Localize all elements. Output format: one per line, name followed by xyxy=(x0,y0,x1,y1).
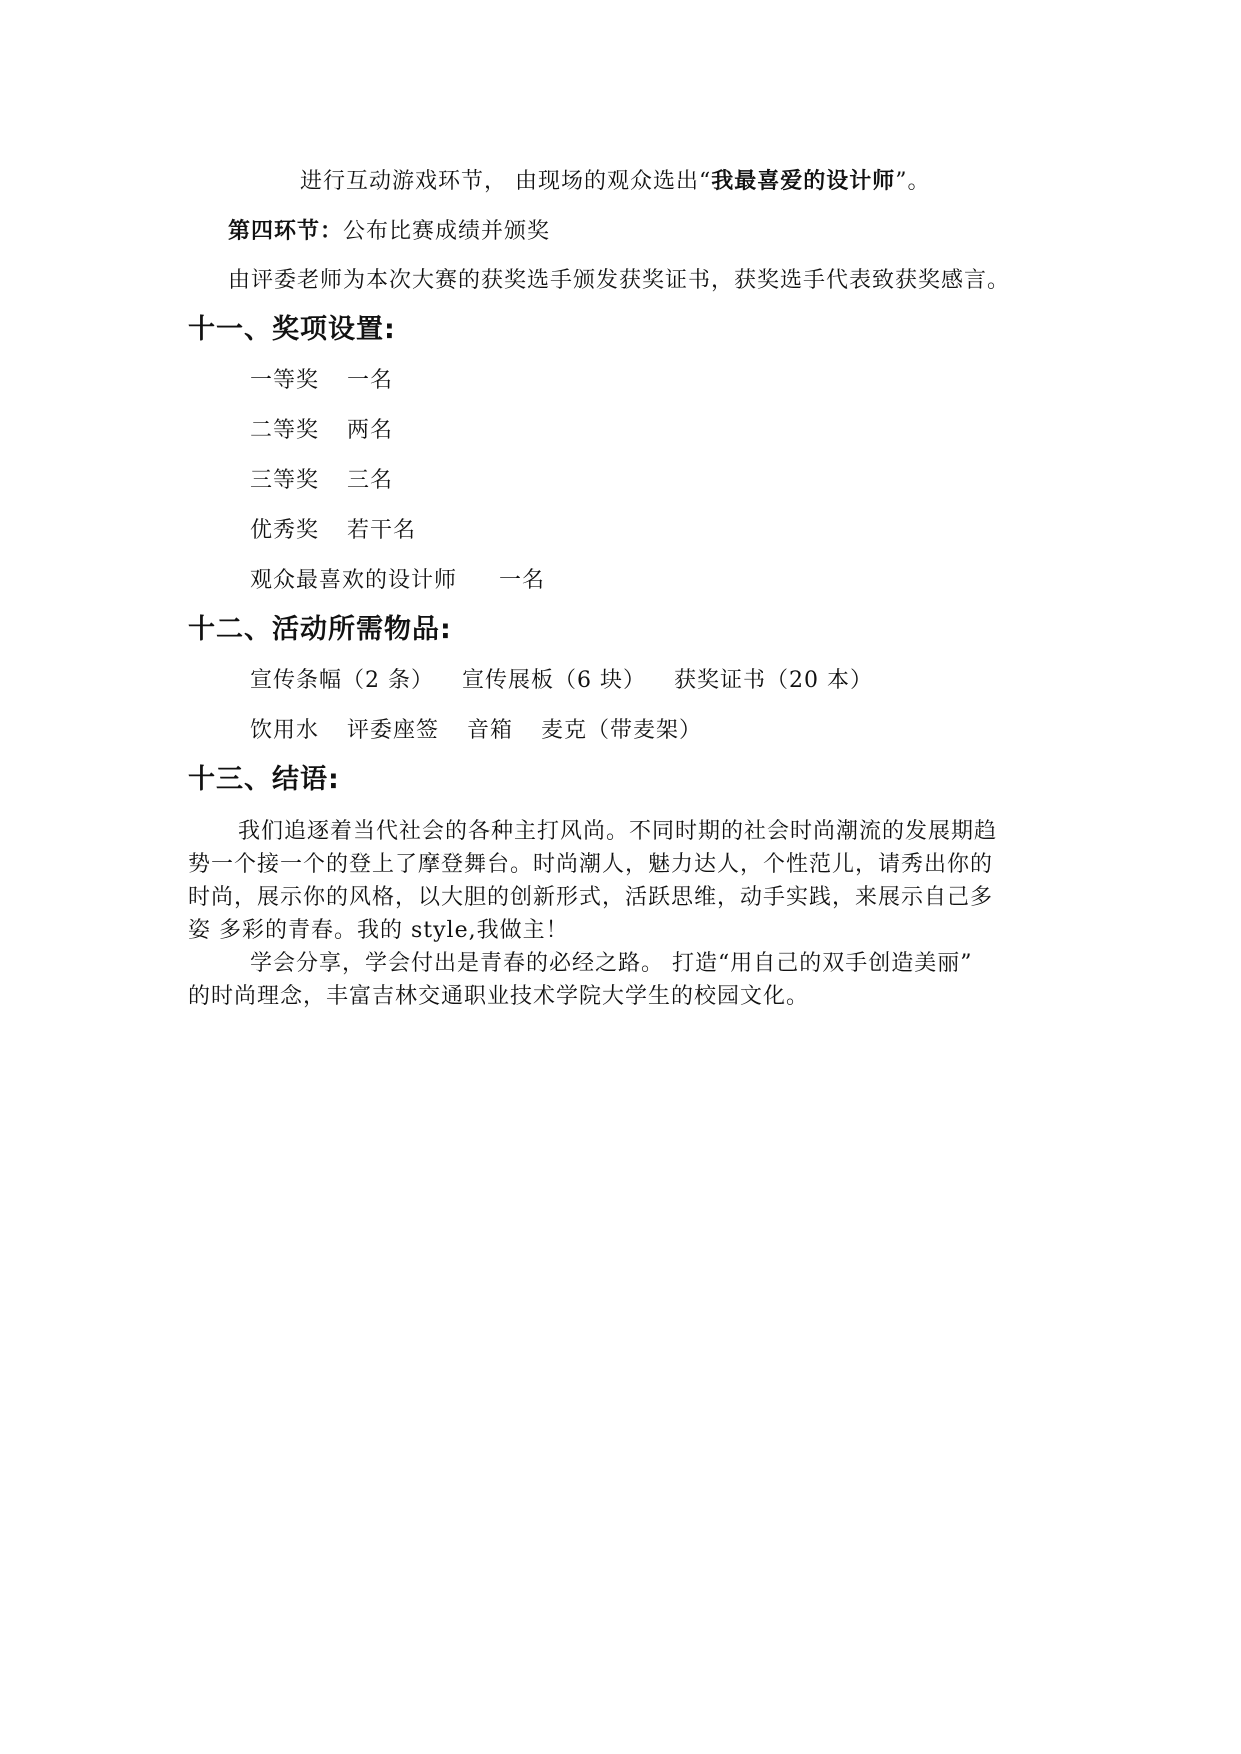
supply-item: 获奖证书（20 本） xyxy=(674,668,873,693)
award-item-2 xyxy=(250,420,393,442)
supply-item: 宣传条幅（2 条） xyxy=(250,668,434,693)
step4-text: 公布比赛成绩并颁奖 xyxy=(343,219,551,244)
awards-heading: 十一、奖项设置: xyxy=(188,314,396,345)
paragraph-line: 势一个接一个的登上了摩登舞台。时尚潮人，魅力达人，个性范儿，请秀出你的 xyxy=(188,852,994,877)
supply-item: 音箱 xyxy=(467,718,514,743)
supply-item: 饮用水 xyxy=(250,718,320,743)
award-name: 优秀奖 xyxy=(250,518,320,543)
supply-item: 麦克（带麦架） xyxy=(541,718,703,743)
award-name: 观众最喜欢的设计师 xyxy=(250,568,458,593)
award-name: 二等奖 xyxy=(250,418,320,443)
interactive-suffix: ”。 xyxy=(895,169,931,194)
conclusion-heading: 十三、结语: xyxy=(188,764,340,795)
award-count: 两名 xyxy=(347,418,394,443)
award-description: 由评委老师为本次大赛的获奖选手颁发获奖证书，获奖选手代表致获奖感言。 xyxy=(228,268,1011,293)
paragraph-line: 时尚，展示你的风格，以大胆的创新形式，活跃思维，动手实践，来展示自己多 xyxy=(188,885,994,910)
award-count: 一名 xyxy=(499,568,546,593)
supplies-row-2 xyxy=(250,720,702,742)
favorite-designer-emphasis: 我最喜爱的设计师 xyxy=(711,168,896,194)
award-count: 若干名 xyxy=(347,518,417,543)
award-item-1 xyxy=(250,370,393,392)
paragraph-line: 学会分享，学会付出是青春的必经之路。 打造“用自己的双手创造美丽” xyxy=(250,951,973,976)
paragraph-line: 姿 多彩的青春。我的 style,我做主！ xyxy=(188,918,569,943)
paragraph-line: 的时尚理念，丰富吉林交通职业技术学院大学生的校园文化。 xyxy=(188,984,810,1009)
award-item-4 xyxy=(250,520,416,542)
supplies-heading: 十二、活动所需物品: xyxy=(188,614,452,645)
supplies-row-1 xyxy=(250,670,873,692)
interactive-game-line xyxy=(300,170,931,193)
award-name: 三等奖 xyxy=(250,468,320,493)
award-item-5 xyxy=(250,570,545,592)
award-item-3 xyxy=(250,470,393,492)
step4-label: 第四环节： xyxy=(228,218,344,244)
paragraph-line: 我们追逐着当代社会的各种主打风尚。不同时期的社会时尚潮流的发展期趋 xyxy=(238,819,998,844)
award-count: 一名 xyxy=(347,368,394,393)
interactive-prefix: 进行互动游戏环节， 由现场的观众选出“ xyxy=(300,169,712,194)
conclusion-paragraph-2 xyxy=(188,947,973,1013)
award-name: 一等奖 xyxy=(250,368,320,393)
conclusion-paragraph-1 xyxy=(188,815,997,947)
award-count: 三名 xyxy=(347,468,394,493)
supply-item: 评委座签 xyxy=(347,718,440,743)
supply-item: 宣传展板（6 块） xyxy=(462,668,646,693)
step4-line xyxy=(228,220,550,243)
